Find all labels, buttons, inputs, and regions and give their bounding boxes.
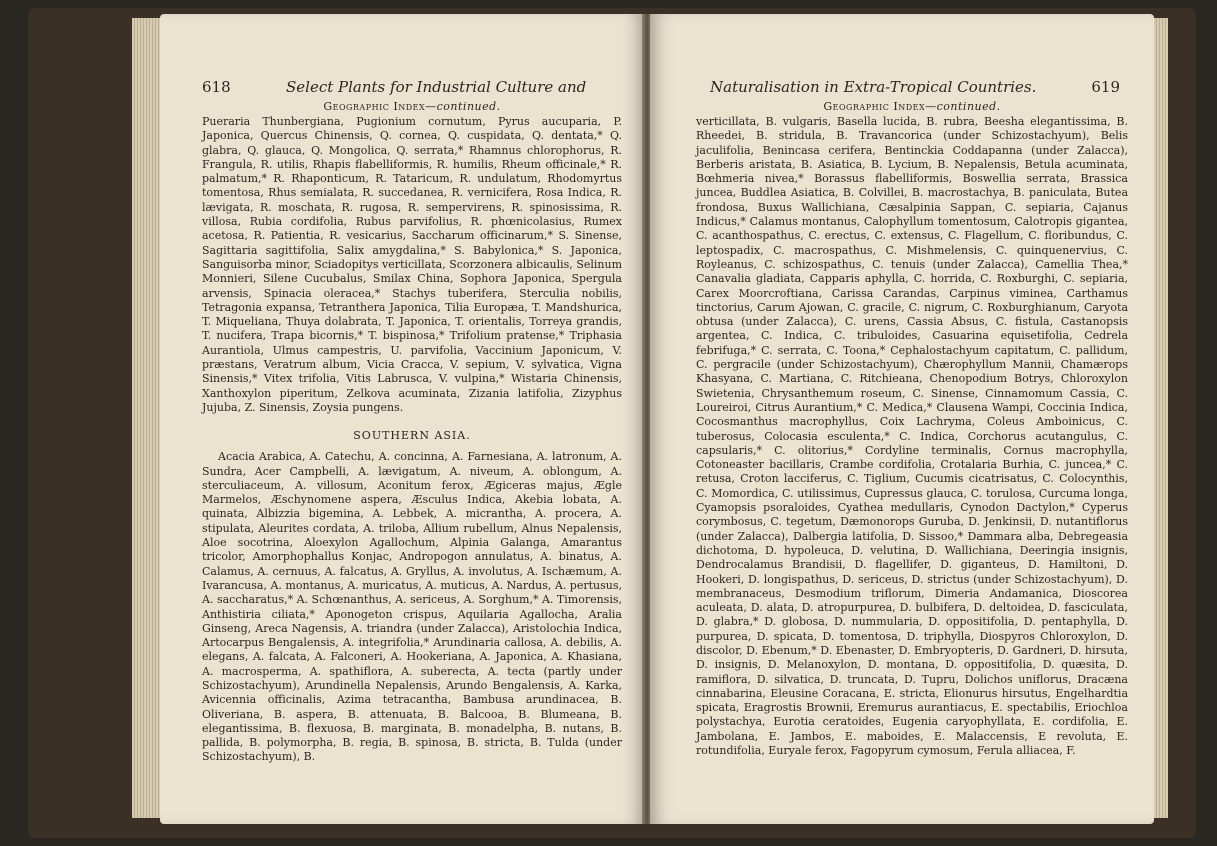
right-page-number: 619 [1091, 78, 1120, 96]
left-section-heading-suffix: —continued. [425, 100, 501, 113]
right-section-heading-text: Geographic Index [823, 100, 926, 113]
left-page-number: 618 [202, 78, 231, 96]
left-running-title: Select Plants for Industrial Culture and [286, 78, 587, 96]
left-section-heading [202, 100, 622, 113]
left-section-heading-text: Geographic Index [323, 100, 426, 113]
left-page [160, 14, 644, 824]
page-edges-left [132, 18, 160, 818]
left-paragraph-1: Pueraria Thunbergiana, Pugionium cornutum, Pyrus aucuparia, P. Japonica, Quercus Chinensis, Q. cornea, Q. cuspidata, Q. dentata,* Q. glabra, Q. glauca, Q. Mongolica, Q. serrata,* Rhamnus chlorophorus, R. Frangula, R. utilis, Rhapis flabelliformis, R. humilis, Rheum officinale,* R. palmatum,* R. Rhaponticum, R. Tataricum, R. undulatum, Rhodomyrtus tomentosa, Rhus semialata, R. succedanea, R. vernicifera, Rosa Indica, R. lævigata, R. moschata, R. rugosa, R. sempervirens, R. spinosissima, R. villosa, Rubia cordifolia, Rubus parvifolius, R. phœnicolasius, Rumex acetosa, R. Patientia, R. vesicarius, Saccharum officinarum,* S. Sinense, Sagittaria sagittifolia, Salix amygdalina,* S. Babylonica,* S. Japonica, Sanguisorba minor, Sciadopitys verticillata, Scorzonera albicaulis, Selinum Monnieri, Silene Cucubalus, Smilax China, Sophora Japonica, Spergula arvensis, Spinacia oleracea,* Stachys tuberifera, Sterculia nobilis, Tetragonia expansa, Tetranthera Japonica, Tilia Europæa, T. Mandshurica, T. Miqueliana, Thuya dolabrata, T. Japonica, T. orientalis, Torreya grandis, T. nucifera, Trapa bicornis,* T. bispinosa,* Trifolium pratense,* Triphasia Aurantiola, Ulmus campestris, U. parvifolia, Vaccinium Japonicum, V. præstans, Veratrum album, Vicia Cracca, V. sepium, V. sylvatica, Vigna Sinensis,* Vitex trifolia, Vitis Labrusca, V. vulpina,* Wistaria Chinensis, Xanthoxylon piperitum, Zelkova acuminata, Zizania latifolia, Zizyphus Jujuba, Z. Sinensis, Zoysia pungens. [202, 115, 622, 414]
right-section-heading-suffix: —continued. [925, 100, 1001, 113]
right-paragraph-1: verticillata, B. vulgaris, Basella lucida, B. rubra, Beesha elegantissima, B. Rheedei, B. stridula, B. Travancorica (under Schizostachyum), Belis jaculifolia, Benincasa cerifera, Bentinckia Coddapanna (under Zalacca), Berberis aristata, B. Asiatica, B. Lycium, B. Nepalensis, Betula acuminata, Bœhmeria nivea,* Borassus flabelliformis, Boswellia serrata, Brassica juncea, Buddlea Asiatica, B. Colvillei, B. macrostachya, B. paniculata, Butea frondosa, Buxus Wallichiana, Cæsalpinia Sappan, C. sepiaria, Cajanus Indicus,* Calamus montanus, Calophyllum tomentosum, Calotropis gigantea, C. acanthospathus, C. erectus, C. extensus, C. Flagellum, C. floribundus, C. leptospadix, C. macrospathus, C. Mishmelensis, C. quinquenervius, C. Royleanus, C. schizospathus, C. tenuis (under Zalacca), Camellia Thea,* Canavalia gladiata, Capparis aphylla, C. horrida, C. Roxburghi, C. sepiaria, Carex Moorcroftiana, Carissa Carandas, Carpinus viminea, Carthamus tinctorius, Carum Ajowan, C. gracile, C. nigrum, C. Roxburghianum, Caryota obtusa (under Zalacca), C. urens, Cassia Absus, C. fistula, Castanopsis argentea, C. Indica, C. tribuloides, Casuarina equisetifolia, Cedrela febrifuga,* C. serrata, C. Toona,* Cephalostachyum capitatum, C. pallidum, C. pergracile (under Schizostachyum), Chærophyllum Mannii, Chamærops Khasyana, C. Martiana, C. Ritchieana, Chenopodium Botrys, Chloroxylon Swietenia, Chrysanthemum roseum, C. Sinense, Cinnamomum Cassia, C. Loureiroi, Citrus Aurantium,* C. Medica,* Clausena Wampi, Coccinia Indica, Cocosmanthus macrophyllus, Coix Lachryma, Coleus Amboinicus, C. tuberosus, Colocasia esculenta,* C. Indica, Corchorus acutangulus, C. capsularis,* C. olitorius,* Cordyline terminalis, Cornus macrophylla, Cotoneaster bacillaris, Crambe cordifolia, Crotalaria Burhia, C. juncea,* C. retusa, Croton lacciferus, C. Tiglium, Cucumis cicatrisatus, C. Colocynthis, C. Momordica, C. utilissimus, Cupressus glauca, C. torulosa, Curcuma longa, Cyamopsis psoraloides, Cyathea medullaris, Cynodon Dactylon,* Cyperus corymbosus, C. tegetum, Dæmonorops Guruba, D. Jenkinsii, D. nutantiflorus (under Zalacca), Dalbergia latifolia, D. Sissoo,* Dammara alba, Debregeasia dichotoma, D. hypoleuca, D. velutina, D. Wallichiana, Deeringia insignis, Dendrocalamus Brandisii, D. flagellifer, D. giganteus, D. Hamiltoni, D. Hookeri, D. longispathus, D. sericeus, D. strictus (under Schizostachyum), D. membranaceus, Desmodium triflorum, Dimeria Andamanica, Dioscorea aculeata, D. alata, D. atropurpurea, D. bulbifera, D. deltoidea, D. fasciculata, D. glabra,* D. globosa, D. nummularia, D. oppositifolia, D. pentaphylla, D. purpurea, D. spicata, D. tomentosa, D. triphylla, Diospyros Chloroxylon, D. discolor, D. Ebenum,* D. Ebenaster, D. Embryopteris, D. Gardneri, D. hirsuta, D. insignis, D. Melanoxylon, D. montana, D. oppositifolia, D. quæsita, D. ramiflora, D. silvatica, D. truncata, D. Tupru, Dolichos uniflorus, Dracæna cinnabarina, Eleusine Coracana, E. stricta, Elionurus hirsutus, Engelhardtia spicata, Eragrostis Brownii, Eremurus aurantiacus, E. spectabilis, Eriochloa polystachya, Eurotia ceratoides, Eugenia caryophyllata, E. cordifolia, E. Jambolana, E. Jambos, E. maboides, E. Malaccensis, E revoluta, E. rotundifolia, Euryale ferox, Fagopyrum cymosum, Ferula alliacea, F. [696, 115, 1128, 758]
left-paragraph-2: Acacia Arabica, A. Catechu, A. concinna, A. Farnesiana, A. latronum, A. Sundra, Acer Campbelli, A. lævigatum, A. niveum, A. oblongum, A. sterculiaceum, A. villosum, Aconitum ferox, Ægiceras majus, Ægle Marmelos, Æschynomene aspera, Æsculus Indica, Akebia lobata, A. quinata, Albizzia bigemina, A. Lebbek, A. micrantha, A. procera, A. stipulata, Aleurites cordata, A. triloba, Allium rubellum, Alnus Nepalensis, Aloe socotrina, Aloexylon Agallochum, Alpinia Galanga, Amarantus tricolor, Amorphophallus Konjac, Andropogon annulatus, A. binatus, A. Calamus, A. cernuus, A. falcatus, A. Gryllus, A. involutus, A. Ischæmum, A. Ivarancusa, A. montanus, A. muricatus, A. muticus, A. Nardus, A. pertusus, A. saccharatus,* A. Schœnanthus, A. sericeus, A. Sorghum,* A. Timorensis, Anthistiria ciliata,* Aponogeton crispus, Aquilaria Agallocha, Aralia Ginseng, Areca Nagensis, A. triandra (under Zalacca), Aristolochia Indica, Artocarpus Bengalensis, A. integrifolia,* Arundinaria callosa, A. debilis, A. elegans, A. falcata, A. Falconeri, A. Hookeriana, A. Japonica, A. Khasiana, A. macrosperma, A. spathiflora, A. suberecta, A. tecta (partly under Schizostachyum), Arundinella Nepalensis, Arundo Bengalensis, A. Karka, Avicennia officinalis, Azima tetracantha, Bambusa arundinacea, B. Oliveriana, B. aspera, B. attenuata, B. Balcooa, B. Blumeana, B. elegantissima, B. flexuosa, B. marginata, B. monadelpha, B. nutans, B. pallida, B. polymorpha, B. regia, B. spinosa, B. stricta, B. Tulda (under Schizostachyum), B. [202, 450, 622, 764]
right-section-heading [696, 100, 1128, 113]
right-running-title: Naturalisation in Extra-Tropical Countries. [710, 78, 1037, 96]
page-edges-right [1154, 18, 1168, 818]
right-page [650, 14, 1154, 824]
southern-asia-heading: SOUTHERN ASIA. [353, 429, 471, 443]
